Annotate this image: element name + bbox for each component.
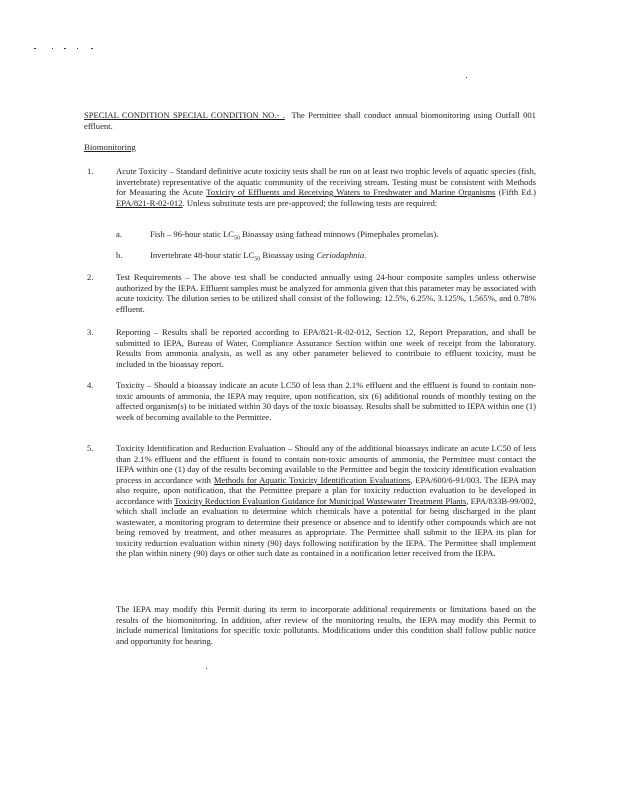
sub-item-text [150,229,536,244]
document-title-reference: Toxicity Reduction Evaluation Guidance for Municipal Wastewater Treatment Plants [174,495,467,506]
item-text-part: (Fifth Ed.) [495,187,536,197]
item-number: 5. [87,443,94,453]
scan-speck [64,48,66,49]
sub-item-text-part: Fish – 96-hour static LC [150,229,235,239]
item-number: 2. [87,272,94,282]
item-text: Test Requirements – The above test shall be conducted annually using 24-hour composite samples unless otherwise authorized by the IEPA. Effluent samples must be analyzed for ammonia given that this parameter may be associated with acute toxicity. The dilution series to be utilized shall consist of the following: 12.5%, 6.25%, 3.125%, 1.565%, and 0.78% effluent. [116,272,536,314]
scan-speck [466,77,467,78]
subscript: 50 [254,256,261,263]
section-heading: Biomonitoring [84,142,136,152]
scan-speck [34,48,36,49]
special-condition-header [84,110,536,131]
scan-speck [206,668,207,669]
item-text-part: , EPA/833B-99/002, which shall include an evaluation to determine which chemicals have a potential for being discharged in the plant wastewater, a monitoring program to determine their presence or absence and to identify other compounds which are not being removed by treatment, and other measures as appropriate. The Permittee shall submit to the IEPA its plan for toxicity reduction evaluation within ninety (90) days following notification by the IEPA. The Permittee shall implement the plan within ninety (90) days or other such date as contained in a notification letter received from the IEPA. [116,495,536,558]
closing-paragraph: The IEPA may modify this Permit during its term to incorporate additional requirements or limitations based on the results of the biomonitoring. In addition, after review of the monitoring results, the IEPA may modify this Permit to include numerical limitations for specific toxic pollutants. Modifications under this condition shall follow public notice and opportunity for hearing. [116,604,536,646]
sub-item-text-part: Bioassay using [260,250,317,260]
item-text-part: , EPA/600/6-91/003. The IEPA may also require, upon notification, that the Permittee prepare a plan for toxicity reduction evaluation to be developed in accordance with [116,474,537,506]
item-text: Reporting – Results shall be reported according to EPA/821-R-02-012, Section 12, Report Preparation, and shall be submitted to IEPA, Bureau of Water, Compliance Assurance Section within one week of receipt from the laboratory. Results from ammonia analysis, as well as any other parameter believed to contribute to effluent toxicity, must be included in the bioassay report. [116,327,536,369]
sub-item-text-part: Bioassay using fathead minnows (Pimephales promelas). [240,229,439,239]
item-number: 3. [87,327,94,337]
item-text-part: Toxicity Identification and Reduction Evaluation – Should any of the additional bioassays indicate an acute LC50 of less than 2.1% effluent and the effluent is found to contain non-toxic amounts of ammonia, the Permittee must contact the IEPA within one (1) day of the results becoming available to the Permittee and begin the toxicity identification evaluation process in accordance with [116,443,536,485]
item-text [116,443,536,559]
sub-item-letter: b. [116,250,123,260]
document-number-reference: EPA/821-R-02-012 [116,197,183,208]
scan-speck [77,48,78,49]
item-number: 4. [87,380,94,390]
sub-item-text [150,250,536,265]
scan-speck [52,48,53,49]
sub-item-text-part: . [364,250,367,260]
sub-item-text-part: Invertebrate 48-hour static LC [150,250,255,260]
special-condition-label: SPECIAL CONDITION SPECIAL CONDITION NO.- . [84,110,285,120]
document-title-reference: Methods for Aquatic Toxicity Identification Evaluations [213,474,411,485]
item-text [116,166,536,208]
item-text-part: . Unless substitute tests are pre-approved; the following tests are required: [182,197,438,208]
item-number: 1. [87,166,94,176]
item-text: Toxicity – Should a bioassay indicate an acute LC50 of less than 2.1% effluent and the effluent is found to contain non-toxic amounts of ammonia, the IEPA may require, upon notification, six (6) additional rounds of monthly testing on the affected organism(s) to be initiated within 30 days of the toxic bioassay. Results shall be submitted to IEPA within one (1) week of becoming available to the Permittee. [116,380,536,422]
item-text-part: Acute Toxicity – Standard definitive acute toxicity tests shall be run on at least two trophic levels of aquatic species (fish, invertebrate) representative of the aquatic community of the receiving stream. Testing must be consistent with Methods for Measuring the Acute [116,166,536,197]
sub-item-letter: a. [116,229,122,239]
species-name: Ceriodaphnia [316,250,365,260]
scan-speck [91,48,93,49]
subscript: 50 [234,235,241,242]
special-condition-text: The Permittee shall conduct annual biomonitoring using Outfall 001 effluent. [84,110,536,131]
document-title-reference: Toxicity of Effluents and Receiving Waters to Freshwater and Marine Organisms [206,187,496,197]
